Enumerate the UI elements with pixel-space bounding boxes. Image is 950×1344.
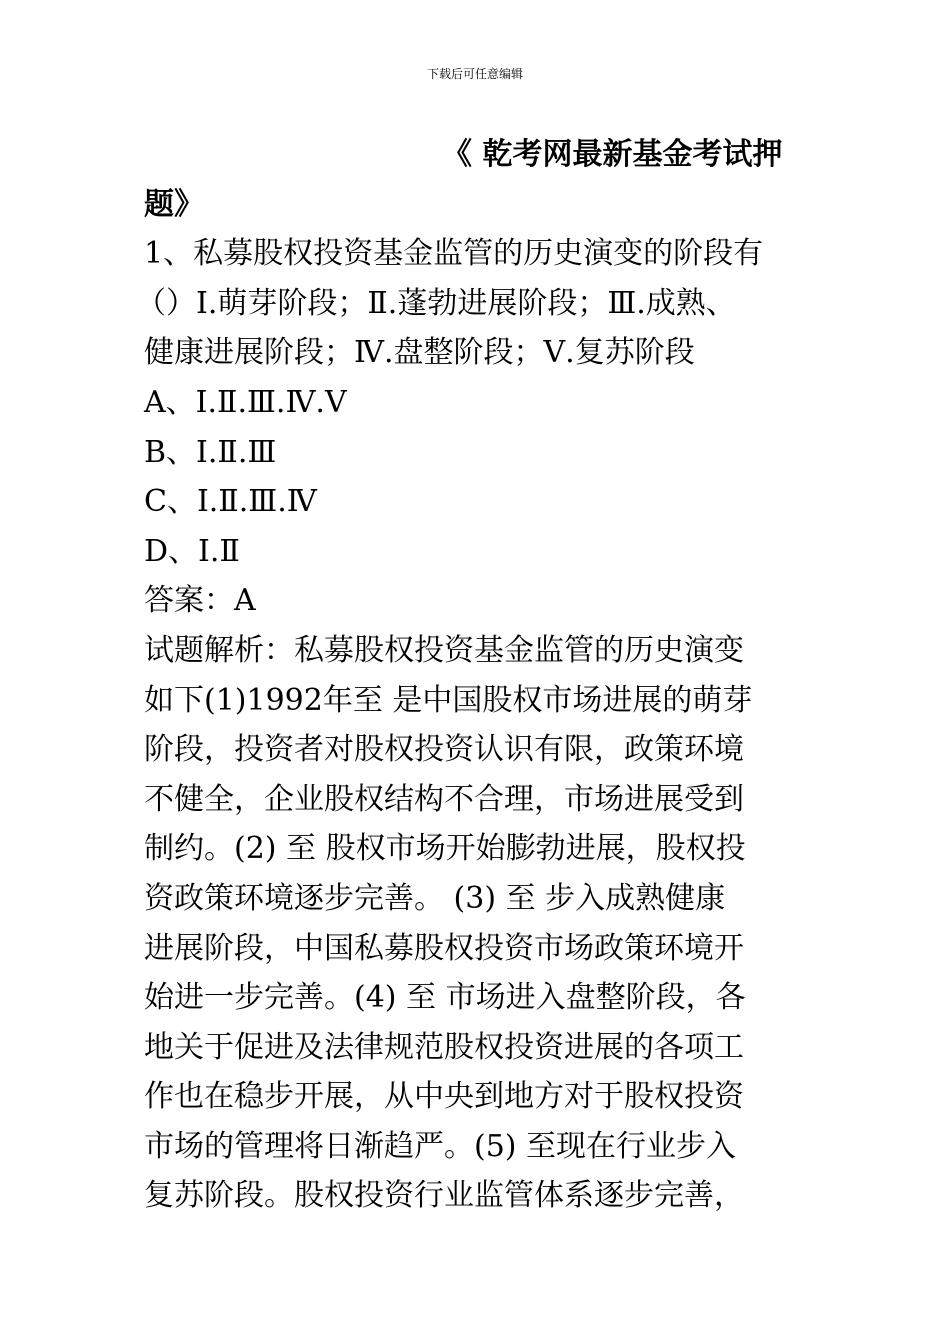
analysis-line: 阶段，投资者对股权投资认识有限，政策环境 bbox=[144, 732, 744, 768]
question-text-line-1: 1、私募股权投资基金监管的历史演变的阶段有 bbox=[144, 236, 764, 272]
analysis-line: 试题解析：私募股权投资基金监管的历史演变 bbox=[144, 632, 744, 668]
option-b: B、Ⅰ.Ⅱ.Ⅲ bbox=[144, 434, 277, 470]
option-a: A、Ⅰ.Ⅱ.Ⅲ.Ⅳ.Ⅴ bbox=[144, 384, 347, 420]
analysis-line: 资政策环境逐步完善。 (3) 至 步入成熟健康 bbox=[144, 880, 726, 916]
document-body bbox=[136, 130, 814, 1221]
document-title-line-1: 《 乾考网最新基金考试押 bbox=[442, 137, 783, 172]
analysis-line: 不健全，企业股权结构不合理，市场进展受到 bbox=[144, 781, 744, 817]
analysis-line: 制约。(2) 至 股权市场开始膨勃进展，股权投 bbox=[144, 831, 746, 867]
document-title-line-2: 题》 bbox=[144, 186, 204, 222]
analysis-line: 进展阶段，中国私募股权投资市场政策环境开 bbox=[144, 930, 744, 966]
analysis-line: 作也在稳步开展，从中央到地方对于股权投资 bbox=[144, 1079, 744, 1115]
analysis-line: 地关于促进及法律规范股权投资进展的各项工 bbox=[144, 1029, 744, 1065]
question-text-line-2: （）Ⅰ.萌芽阶段；Ⅱ.蓬勃进展阶段；Ⅲ.成熟、 bbox=[136, 285, 736, 321]
analysis-line: 如下(1)1992年至 是中国股权市场进展的萌芽 bbox=[144, 682, 753, 718]
option-c: C、Ⅰ.Ⅱ.Ⅲ.Ⅳ bbox=[144, 484, 317, 520]
analysis-line: 始进一步完善。(4) 至 市场进入盘整阶段，各 bbox=[144, 980, 746, 1016]
option-d: D、Ⅰ.Ⅱ bbox=[144, 533, 240, 569]
answer-line: 答案：A bbox=[144, 583, 256, 619]
page-header-caption: 下载后可任意编辑 bbox=[426, 67, 523, 81]
question-text-line-3: 健康进展阶段；Ⅳ.盘整阶段；Ⅴ.复苏阶段 bbox=[144, 335, 695, 371]
analysis-line: 复苏阶段。股权投资行业监管体系逐步完善， bbox=[144, 1178, 744, 1214]
analysis-line: 市场的管理将日渐趋严。(5) 至现在行业步入 bbox=[144, 1128, 737, 1164]
